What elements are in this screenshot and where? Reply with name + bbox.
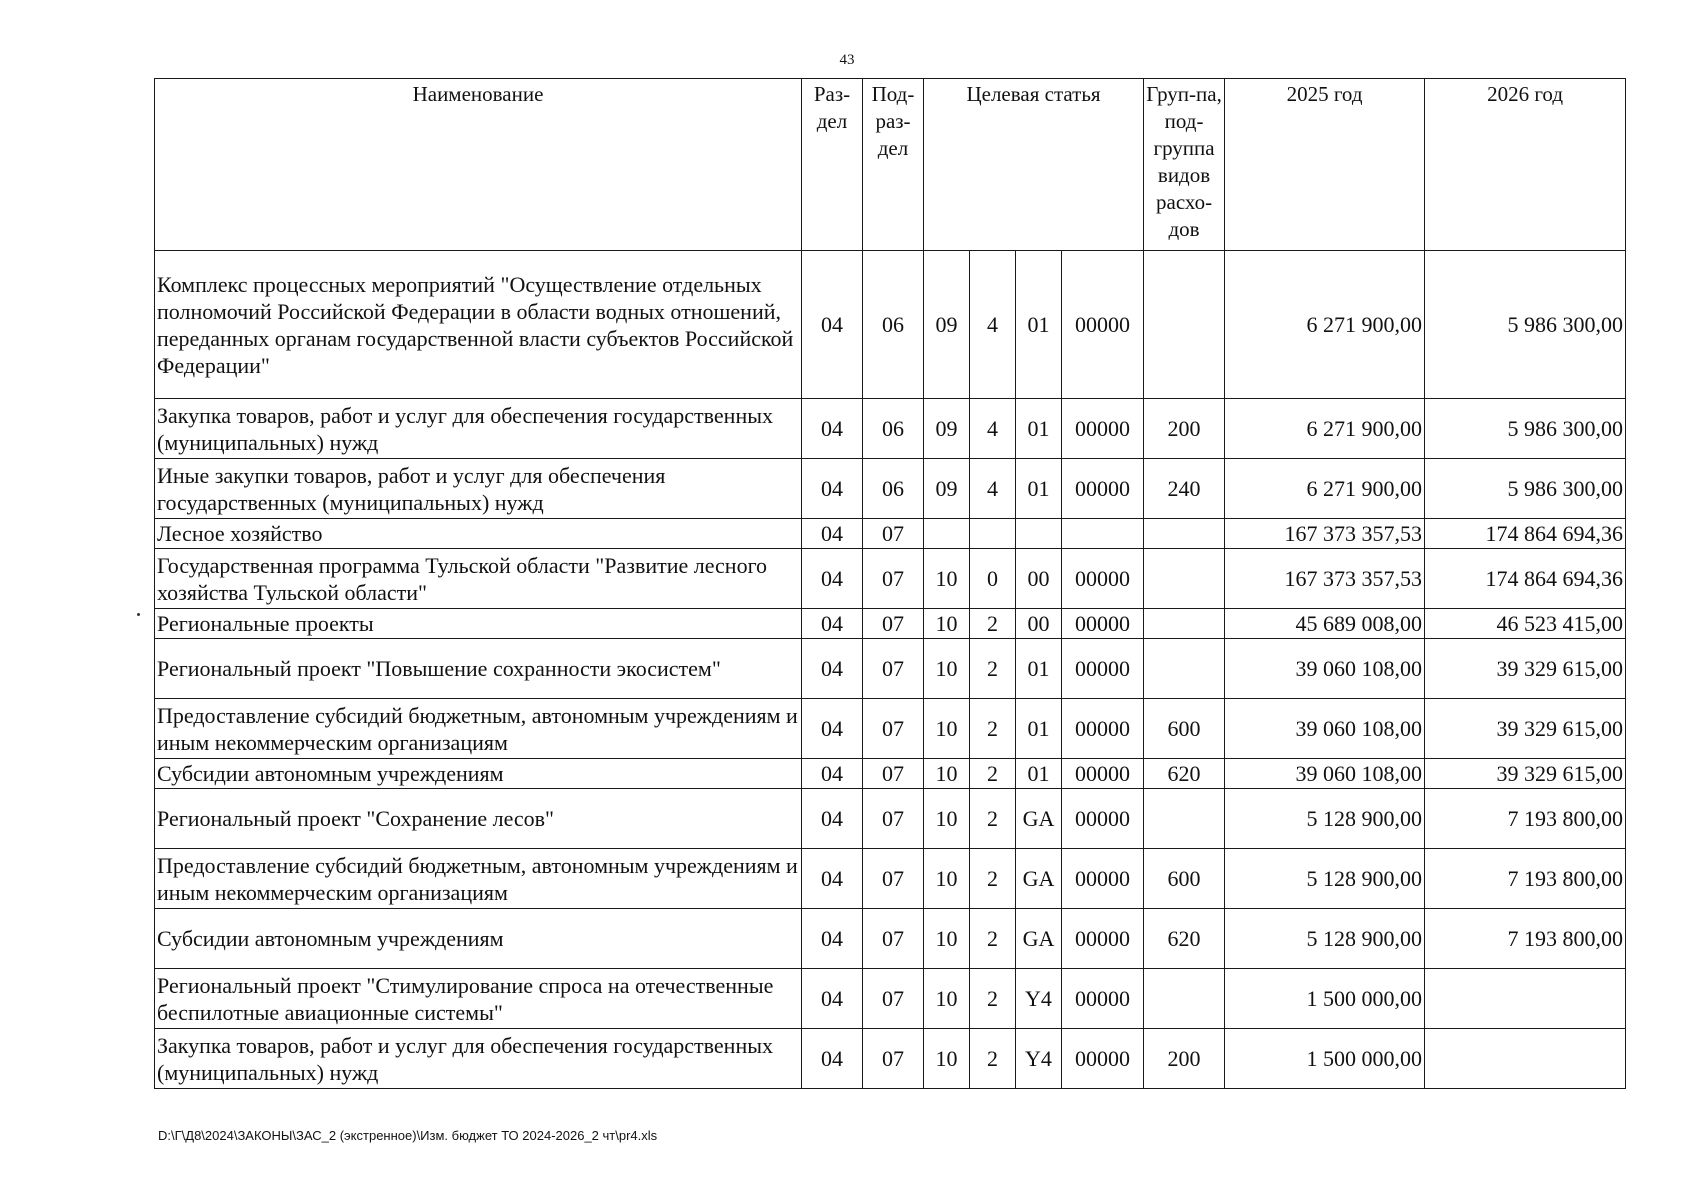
row-target-direction: 00000: [1062, 909, 1144, 969]
row-amount-2026: [1425, 1029, 1626, 1089]
row-expense-group: 620: [1144, 759, 1225, 789]
row-subsection: 07: [863, 909, 924, 969]
row-amount-2025: 5 128 900,00: [1225, 909, 1425, 969]
row-expense-group: [1144, 549, 1225, 609]
row-target-type: 2: [970, 609, 1016, 639]
row-target-program: 10: [924, 969, 970, 1029]
row-section: 04: [802, 849, 863, 909]
row-target-type: 2: [970, 699, 1016, 759]
file-path-footer: D:\Г\Д8\2024\ЗАКОНЫ\ЗАС_2 (экстренное)\Изм. бюджет ТО 2024-2026_2 чт\pr4.xls: [158, 1128, 658, 1143]
row-name: Комплекс процессных мероприятий "Осуществление отдельных полномочий Российской Федерации в области водных отношений, переданных органам государственной власти субъектов Российской Федерации": [155, 251, 802, 399]
table-row: [155, 969, 1626, 1029]
row-target-direction: 00000: [1062, 459, 1144, 519]
table-row: [155, 759, 1626, 789]
row-target-structure: 01: [1016, 399, 1062, 459]
row-expense-group: 600: [1144, 699, 1225, 759]
row-expense-group: [1144, 609, 1225, 639]
row-target-type: 4: [970, 399, 1016, 459]
row-target-type: 2: [970, 759, 1016, 789]
row-expense-group: [1144, 789, 1225, 849]
header-2026: 2026 год: [1425, 79, 1626, 251]
row-name: Субсидии автономным учреждениям: [155, 759, 802, 789]
row-amount-2026: 39 329 615,00: [1425, 699, 1626, 759]
table-row: [155, 1029, 1626, 1089]
row-subsection: 07: [863, 789, 924, 849]
row-amount-2025: 167 373 357,53: [1225, 519, 1425, 549]
row-target-structure: GA: [1016, 909, 1062, 969]
row-target-structure: 01: [1016, 699, 1062, 759]
row-target-structure: GA: [1016, 789, 1062, 849]
row-name: Предоставление субсидий бюджетным, автономным учреждениям и иным некоммерческим организациям: [155, 699, 802, 759]
row-target-type: 4: [970, 251, 1016, 399]
row-amount-2025: 6 271 900,00: [1225, 399, 1425, 459]
table-row: [155, 849, 1626, 909]
row-section: 04: [802, 789, 863, 849]
row-target-program: 10: [924, 699, 970, 759]
row-target-direction: 00000: [1062, 549, 1144, 609]
row-expense-group: 240: [1144, 459, 1225, 519]
table-row: [155, 459, 1626, 519]
row-subsection: 07: [863, 549, 924, 609]
row-target-structure: Y4: [1016, 969, 1062, 1029]
row-section: 04: [802, 759, 863, 789]
row-target-structure: GA: [1016, 849, 1062, 909]
row-section: 04: [802, 519, 863, 549]
row-section: 04: [802, 609, 863, 639]
row-section: 04: [802, 1029, 863, 1089]
row-target-type: 2: [970, 1029, 1016, 1089]
row-name: Иные закупки товаров, работ и услуг для обеспечения государственных (муниципальных) нужд: [155, 459, 802, 519]
row-target-program: 09: [924, 251, 970, 399]
row-target-program: [924, 519, 970, 549]
row-amount-2026: 46 523 415,00: [1425, 609, 1626, 639]
row-section: 04: [802, 639, 863, 699]
row-target-structure: 00: [1016, 549, 1062, 609]
row-amount-2025: 45 689 008,00: [1225, 609, 1425, 639]
row-amount-2026: 39 329 615,00: [1425, 639, 1626, 699]
row-target-direction: 00000: [1062, 699, 1144, 759]
row-expense-group: [1144, 251, 1225, 399]
row-amount-2025: 39 060 108,00: [1225, 639, 1425, 699]
row-amount-2026: 39 329 615,00: [1425, 759, 1626, 789]
row-amount-2025: 167 373 357,53: [1225, 549, 1425, 609]
row-target-direction: [1062, 519, 1144, 549]
row-target-type: 2: [970, 909, 1016, 969]
row-amount-2025: 1 500 000,00: [1225, 969, 1425, 1029]
table-row: [155, 519, 1626, 549]
header-name: Наименование: [155, 79, 802, 251]
row-expense-group: [1144, 969, 1225, 1029]
row-name: Региональный проект "Стимулирование спроса на отечественные беспилотные авиационные системы": [155, 969, 802, 1029]
row-subsection: 07: [863, 969, 924, 1029]
row-expense-group: [1144, 519, 1225, 549]
row-section: 04: [802, 699, 863, 759]
row-amount-2025: 6 271 900,00: [1225, 459, 1425, 519]
row-amount-2025: 1 500 000,00: [1225, 1029, 1425, 1089]
row-target-direction: 00000: [1062, 609, 1144, 639]
table-row: [155, 251, 1626, 399]
row-target-structure: Y4: [1016, 1029, 1062, 1089]
row-subsection: 06: [863, 251, 924, 399]
table-row: [155, 639, 1626, 699]
row-target-structure: 00: [1016, 609, 1062, 639]
row-name: Субсидии автономным учреждениям: [155, 909, 802, 969]
row-section: 04: [802, 969, 863, 1029]
row-subsection: 07: [863, 1029, 924, 1089]
row-target-program: 10: [924, 849, 970, 909]
row-section: 04: [802, 909, 863, 969]
row-section: 04: [802, 399, 863, 459]
table-row: [155, 699, 1626, 759]
row-name: Региональный проект "Сохранение лесов": [155, 789, 802, 849]
row-subsection: 06: [863, 399, 924, 459]
row-target-direction: 00000: [1062, 759, 1144, 789]
row-name: Закупка товаров, работ и услуг для обеспечения государственных (муниципальных) нужд: [155, 1029, 802, 1089]
row-target-direction: 00000: [1062, 639, 1144, 699]
row-expense-group: 200: [1144, 399, 1225, 459]
header-section: Раз-дел: [802, 79, 863, 251]
row-amount-2026: 5 986 300,00: [1425, 251, 1626, 399]
row-name: Предоставление субсидий бюджетным, автономным учреждениям и иным некоммерческим организациям: [155, 849, 802, 909]
row-subsection: 06: [863, 459, 924, 519]
row-target-direction: 00000: [1062, 1029, 1144, 1089]
row-subsection: 07: [863, 519, 924, 549]
row-amount-2026: [1425, 969, 1626, 1029]
row-name: Закупка товаров, работ и услуг для обеспечения государственных (муниципальных) нужд: [155, 399, 802, 459]
row-target-program: 10: [924, 759, 970, 789]
row-target-type: 2: [970, 849, 1016, 909]
row-amount-2026: 174 864 694,36: [1425, 519, 1626, 549]
row-section: 04: [802, 549, 863, 609]
row-section: 04: [802, 459, 863, 519]
row-target-type: 2: [970, 789, 1016, 849]
row-expense-group: [1144, 639, 1225, 699]
header-subsection: Под-раз-дел: [863, 79, 924, 251]
row-target-program: 10: [924, 1029, 970, 1089]
stray-dot: [137, 613, 140, 616]
row-target-type: 2: [970, 639, 1016, 699]
row-subsection: 07: [863, 759, 924, 789]
row-name: Государственная программа Тульской области "Развитие лесного хозяйства Тульской области": [155, 549, 802, 609]
row-target-program: 10: [924, 909, 970, 969]
table-row: [155, 789, 1626, 849]
row-expense-group: 600: [1144, 849, 1225, 909]
row-target-program: 09: [924, 399, 970, 459]
row-target-program: 10: [924, 549, 970, 609]
row-target-direction: 00000: [1062, 789, 1144, 849]
row-amount-2026: 7 193 800,00: [1425, 789, 1626, 849]
header-target: Целевая статья: [924, 79, 1144, 251]
row-target-direction: 00000: [1062, 969, 1144, 1029]
row-target-type: 2: [970, 969, 1016, 1029]
row-target-program: 10: [924, 609, 970, 639]
row-target-direction: 00000: [1062, 849, 1144, 909]
row-amount-2025: 39 060 108,00: [1225, 699, 1425, 759]
row-target-structure: 01: [1016, 459, 1062, 519]
table-row: [155, 909, 1626, 969]
row-amount-2025: 5 128 900,00: [1225, 789, 1425, 849]
row-target-program: 09: [924, 459, 970, 519]
row-amount-2026: 174 864 694,36: [1425, 549, 1626, 609]
row-name: Региональный проект "Повышение сохранности экосистем": [155, 639, 802, 699]
table-row: [155, 399, 1626, 459]
row-amount-2025: 5 128 900,00: [1225, 849, 1425, 909]
row-target-program: 10: [924, 789, 970, 849]
row-subsection: 07: [863, 849, 924, 909]
row-target-structure: 01: [1016, 251, 1062, 399]
row-expense-group: 200: [1144, 1029, 1225, 1089]
header-group: Груп-па, под-группа видов расхо-дов: [1144, 79, 1225, 251]
budget-table: [154, 78, 1626, 1089]
row-section: 04: [802, 251, 863, 399]
row-amount-2026: 5 986 300,00: [1425, 399, 1626, 459]
table-row: [155, 609, 1626, 639]
row-target-structure: 01: [1016, 759, 1062, 789]
row-target-type: [970, 519, 1016, 549]
row-subsection: 07: [863, 699, 924, 759]
header-row: [155, 79, 1626, 251]
row-target-direction: 00000: [1062, 251, 1144, 399]
row-amount-2025: 39 060 108,00: [1225, 759, 1425, 789]
row-amount-2026: 7 193 800,00: [1425, 849, 1626, 909]
row-target-structure: [1016, 519, 1062, 549]
row-expense-group: 620: [1144, 909, 1225, 969]
row-target-direction: 00000: [1062, 399, 1144, 459]
row-target-type: 4: [970, 459, 1016, 519]
row-target-structure: 01: [1016, 639, 1062, 699]
row-subsection: 07: [863, 639, 924, 699]
row-amount-2025: 6 271 900,00: [1225, 251, 1425, 399]
row-name: Лесное хозяйство: [155, 519, 802, 549]
table-body: [155, 251, 1626, 1089]
page-number: 43: [839, 52, 855, 68]
row-name: Региональные проекты: [155, 609, 802, 639]
row-amount-2026: 5 986 300,00: [1425, 459, 1626, 519]
table-row: [155, 549, 1626, 609]
row-target-type: 0: [970, 549, 1016, 609]
row-amount-2026: 7 193 800,00: [1425, 909, 1626, 969]
row-target-program: 10: [924, 639, 970, 699]
row-subsection: 07: [863, 609, 924, 639]
header-2025: 2025 год: [1225, 79, 1425, 251]
